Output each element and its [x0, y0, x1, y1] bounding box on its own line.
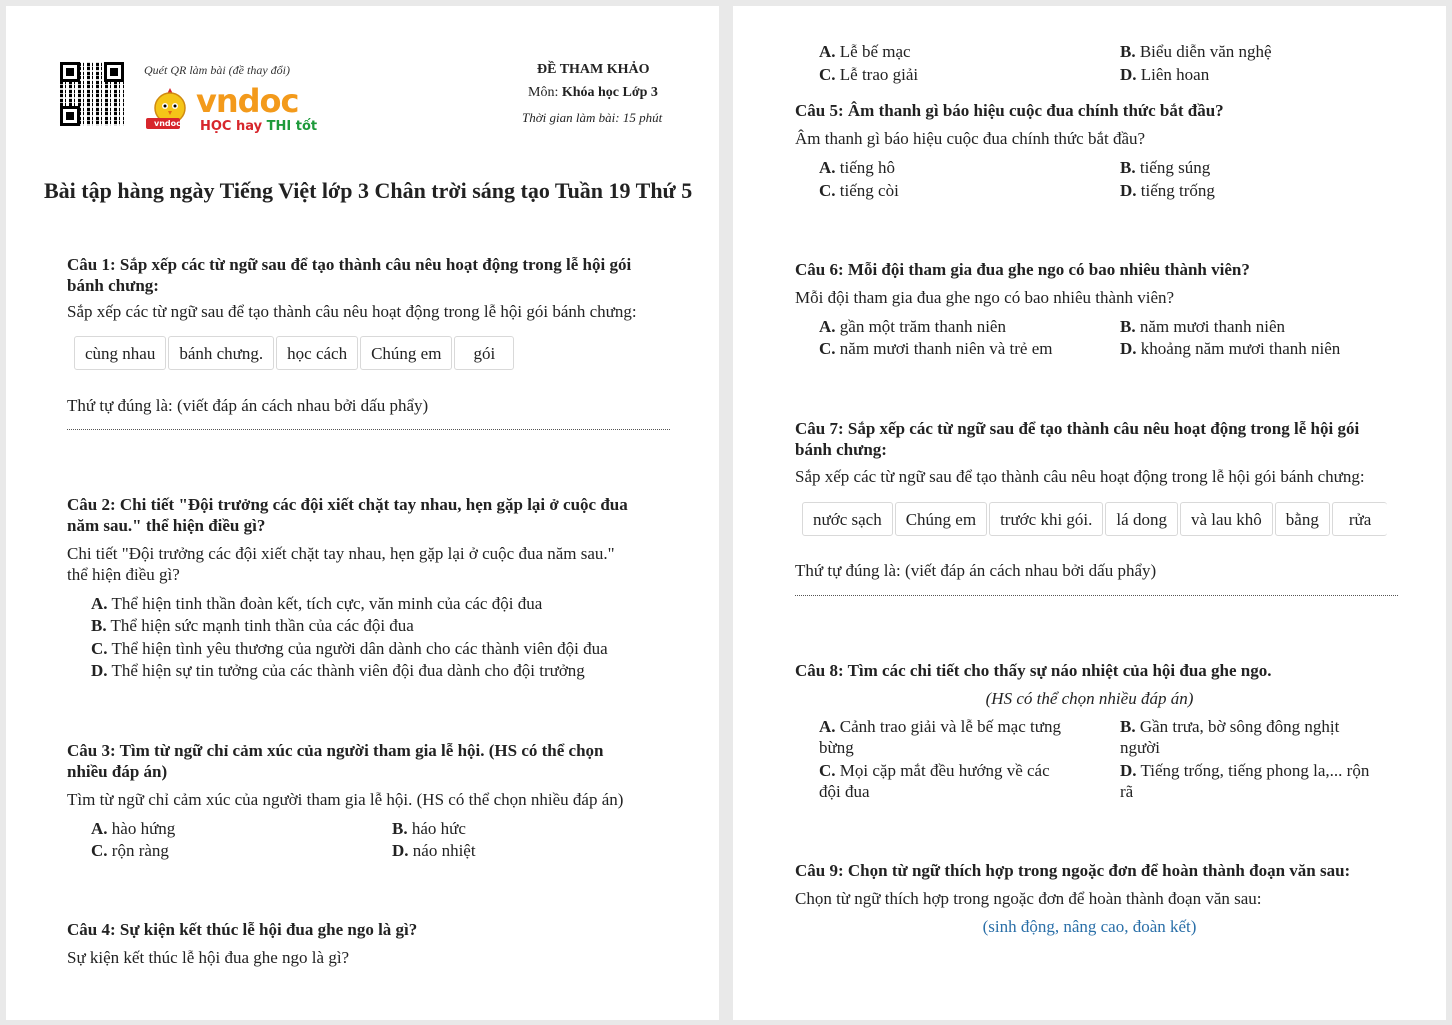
q7-text: Sắp xếp các từ ngữ sau để tạo thành câu nêu hoạt động trong lễ hội gói bánh chưng:: [795, 467, 1365, 486]
word-chip[interactable]: bánh chưng.: [168, 336, 274, 370]
q1-word-chips: [74, 336, 516, 370]
q7-title-line2: bánh chưng:: [795, 440, 887, 459]
q7-title-line1: Câu 7: Sắp xếp các từ ngữ sau để tạo thành câu nêu hoạt động trong lễ hội gói: [795, 419, 1360, 438]
q1-title: [67, 254, 631, 296]
q6-option-d[interactable]: [1120, 338, 1340, 359]
option-letter: C.: [819, 339, 836, 358]
q6-option-b[interactable]: [1120, 316, 1285, 337]
q5-option-d[interactable]: [1120, 180, 1215, 201]
q1-title-line1: Câu 1: Sắp xếp các từ ngữ sau để tạo thành câu nêu hoạt động trong lễ hội gói: [67, 255, 632, 274]
option-text: năm mươi thanh niên và trẻ em: [835, 339, 1053, 358]
option-letter: A.: [819, 717, 836, 736]
q4-option-b[interactable]: [1120, 41, 1272, 62]
q7-word-chips: [802, 502, 1389, 536]
option-text: năm mươi thanh niên: [1135, 317, 1286, 336]
option-text: háo hức: [407, 819, 466, 838]
option-text: khoảng năm mươi thanh niên: [1136, 339, 1341, 358]
option-letter: D.: [1120, 65, 1137, 84]
option-text: Lễ trao giải: [835, 65, 919, 84]
q4-title: Câu 4: Sự kiện kết thúc lễ hội đua ghe ngo là gì?: [67, 920, 418, 939]
q3-title-line2: nhiều đáp án): [67, 762, 168, 781]
q6-title: Câu 6: Mỗi đội tham gia đua ghe ngo có bao nhiêu thành viên?: [795, 260, 1250, 279]
vndoc-logo: [144, 82, 318, 134]
q8-option-d[interactable]: [1120, 760, 1410, 802]
subject-prefix: Môn:: [528, 85, 562, 100]
q8-option-a[interactable]: [819, 716, 1089, 758]
logo-slogan-part1: HỌC hay: [200, 119, 267, 134]
q9-text: Chọn từ ngữ thích hợp trong ngoặc đơn để hoàn thành đoạn văn sau:: [795, 889, 1262, 908]
word-chip[interactable]: Chúng em: [360, 336, 452, 370]
word-chip[interactable]: gói: [454, 336, 514, 370]
option-text: tiếng còi: [835, 181, 899, 200]
logo-slogan-part2: THI tốt: [266, 119, 318, 134]
exam-label: ĐỀ THAM KHẢO: [537, 62, 650, 77]
q6-option-c[interactable]: [819, 338, 1052, 359]
option-text: Biểu diễn văn nghệ: [1135, 42, 1272, 61]
q4-text: Sự kiện kết thúc lễ hội đua ghe ngo là gì?: [67, 948, 350, 967]
option-text: Thể hiện tinh thần đoàn kết, tích cực, văn minh của các đội đua: [107, 594, 543, 613]
option-text-cont: rã: [1120, 782, 1134, 801]
q7-answer-line[interactable]: [795, 595, 1398, 596]
option-letter: D.: [392, 841, 409, 860]
word-chip[interactable]: nước sạch: [802, 502, 893, 536]
subject-line: [528, 85, 658, 101]
option-letter: B.: [1120, 42, 1136, 61]
option-text: Thể hiện tình yêu thương của người dân dành cho các thành viên đội đua: [107, 639, 608, 658]
option-text: náo nhiệt: [408, 841, 476, 860]
logo-text: vndoc: [196, 82, 299, 120]
q3-title-line1: Câu 3: Tìm từ ngữ chỉ cảm xúc của người tham gia lễ hội. (HS có thể chọn: [67, 741, 604, 760]
q1-answer-label: Thứ tự đúng là: (viết đáp án cách nhau bởi dấu phẩy): [67, 396, 429, 415]
option-letter: B.: [1120, 158, 1136, 177]
subject-name: Khóa học Lớp 3: [561, 85, 658, 100]
time-limit: Thời gian làm bài: 15 phút: [522, 110, 663, 125]
q2-title: [67, 494, 628, 536]
word-chip[interactable]: cùng nhau: [74, 336, 166, 370]
q2-text-line1: Chi tiết "Đội trưởng các đội xiết chặt tay nhau, hẹn gặp lại ở cuộc đua năm sau.": [67, 544, 615, 563]
option-text: rộn ràng: [107, 841, 169, 860]
word-chip[interactable]: rửa: [1332, 502, 1387, 536]
q3-text: Tìm từ ngữ chỉ cảm xúc của người tham gia lễ hội. (HS có thể chọn nhiều đáp án): [67, 790, 624, 809]
option-text: Tiếng trống, tiếng phong la,... rộn: [1136, 761, 1370, 780]
document-page-1: [6, 6, 719, 1020]
option-text-cont: đội đua: [819, 782, 870, 801]
q2-option-b[interactable]: [91, 615, 414, 636]
q1-text: Sắp xếp các từ ngữ sau để tạo thành câu nêu hoạt động trong lễ hội gói bánh chưng:: [67, 302, 637, 321]
q4-option-d[interactable]: [1120, 64, 1209, 85]
q7-title: [795, 418, 1359, 460]
q2-title-line2: năm sau." thể hiện điều gì?: [67, 516, 266, 535]
document-page-2: [733, 6, 1446, 1020]
option-letter: A.: [91, 819, 108, 838]
option-letter: B.: [392, 819, 408, 838]
q2-text-line2: thể hiện điều gì?: [67, 565, 180, 584]
option-letter: D.: [91, 661, 108, 680]
word-chip[interactable]: học cách: [276, 336, 358, 370]
q3-option-c[interactable]: [91, 840, 169, 861]
option-text: tiếng hô: [835, 158, 896, 177]
option-text: Gần trưa, bờ sông đông nghịt: [1135, 717, 1340, 736]
option-letter: C.: [819, 181, 836, 200]
q2-option-d[interactable]: [91, 660, 585, 681]
q6-option-a[interactable]: [819, 316, 1006, 337]
option-text-cont: người: [1120, 738, 1160, 757]
option-text: Thể hiện sức mạnh tinh thần của các đội đua: [106, 616, 414, 635]
q8-title: Câu 8: Tìm các chi tiết cho thấy sự náo nhiệt của hội đua ghe ngo.: [795, 661, 1272, 680]
option-letter: C.: [91, 841, 108, 860]
option-text: gần một trăm thanh niên: [835, 317, 1006, 336]
option-letter: D.: [1120, 339, 1137, 358]
option-text: Cảnh trao giải và lễ bế mạc tưng: [835, 717, 1061, 736]
logo-slogan: [200, 119, 317, 134]
q5-option-c[interactable]: [819, 180, 899, 201]
q5-option-a[interactable]: [819, 157, 895, 178]
q3-option-d[interactable]: [392, 840, 476, 861]
q9-title: Câu 9: Chọn từ ngữ thích hợp trong ngoặc đơn để hoàn thành đoạn văn sau:: [795, 861, 1351, 880]
q9-choices: (sinh động, nâng cao, đoàn kết): [982, 917, 1197, 936]
word-chip[interactable]: trước khi gói.: [989, 502, 1103, 536]
option-letter: B.: [1120, 717, 1136, 736]
option-text: tiếng súng: [1135, 158, 1211, 177]
q8-note: (HS có thể chọn nhiều đáp án): [985, 689, 1194, 708]
q3-option-a[interactable]: [91, 818, 175, 839]
page-title: Bài tập hàng ngày Tiếng Việt lớp 3 Chân trời sáng tạo Tuần 19 Thứ 5: [44, 178, 693, 203]
option-text: Lễ bế mạc: [835, 42, 911, 61]
qr-caption: Quét QR làm bài (đề thay đổi): [144, 63, 290, 77]
option-text: tiếng trống: [1136, 181, 1215, 200]
q5-option-b[interactable]: [1120, 157, 1210, 178]
option-letter: C.: [819, 65, 836, 84]
q2-text: [67, 543, 615, 585]
q4-option-c[interactable]: [819, 64, 918, 85]
word-chip[interactable]: lá dong: [1105, 502, 1178, 536]
q3-option-b[interactable]: [392, 818, 466, 839]
option-letter: D.: [1120, 761, 1137, 780]
q7-answer-label: Thứ tự đúng là: (viết đáp án cách nhau bởi dấu phẩy): [795, 561, 1157, 580]
q8-option-b[interactable]: [1120, 716, 1410, 758]
option-text-cont: bừng: [819, 738, 854, 757]
option-letter: A.: [819, 42, 836, 61]
option-letter: A.: [819, 158, 836, 177]
option-text: Thể hiện sự tin tưởng của các thành viên đội đua dành cho đội trưởng: [107, 661, 585, 680]
word-chip[interactable]: và lau khô: [1180, 502, 1273, 536]
q6-text: Mỗi đội tham gia đua ghe ngo có bao nhiêu thành viên?: [795, 288, 1175, 307]
qr-code[interactable]: [60, 62, 124, 126]
q5-text: Âm thanh gì báo hiệu cuộc đua chính thức bắt đầu?: [795, 129, 1146, 148]
q4-option-a[interactable]: [819, 41, 911, 62]
word-chip[interactable]: bằng: [1275, 502, 1330, 536]
option-text: Mọi cặp mắt đều hướng về các: [835, 761, 1050, 780]
option-letter: C.: [819, 761, 836, 780]
q2-option-c[interactable]: [91, 638, 608, 659]
option-text: hào hứng: [107, 819, 176, 838]
q1-answer-line[interactable]: [67, 429, 670, 430]
q8-option-c[interactable]: [819, 760, 1089, 802]
option-letter: B.: [1120, 317, 1136, 336]
option-letter: C.: [91, 639, 108, 658]
option-letter: B.: [91, 616, 107, 635]
option-letter: A.: [91, 594, 108, 613]
q2-title-line1: Câu 2: Chi tiết "Đội trưởng các đội xiết chặt tay nhau, hẹn gặp lại ở cuộc đua: [67, 495, 628, 514]
logo-badge: vndoc: [154, 119, 181, 128]
option-letter: A.: [819, 317, 836, 336]
q2-option-a[interactable]: [91, 593, 542, 614]
option-letter: D.: [1120, 181, 1137, 200]
q3-title: [67, 740, 604, 782]
option-text: Liên hoan: [1136, 65, 1210, 84]
word-chip[interactable]: Chúng em: [895, 502, 987, 536]
q1-title-line2: bánh chưng:: [67, 276, 159, 295]
q5-title: Câu 5: Âm thanh gì báo hiệu cuộc đua chính thức bắt đầu?: [795, 101, 1224, 120]
